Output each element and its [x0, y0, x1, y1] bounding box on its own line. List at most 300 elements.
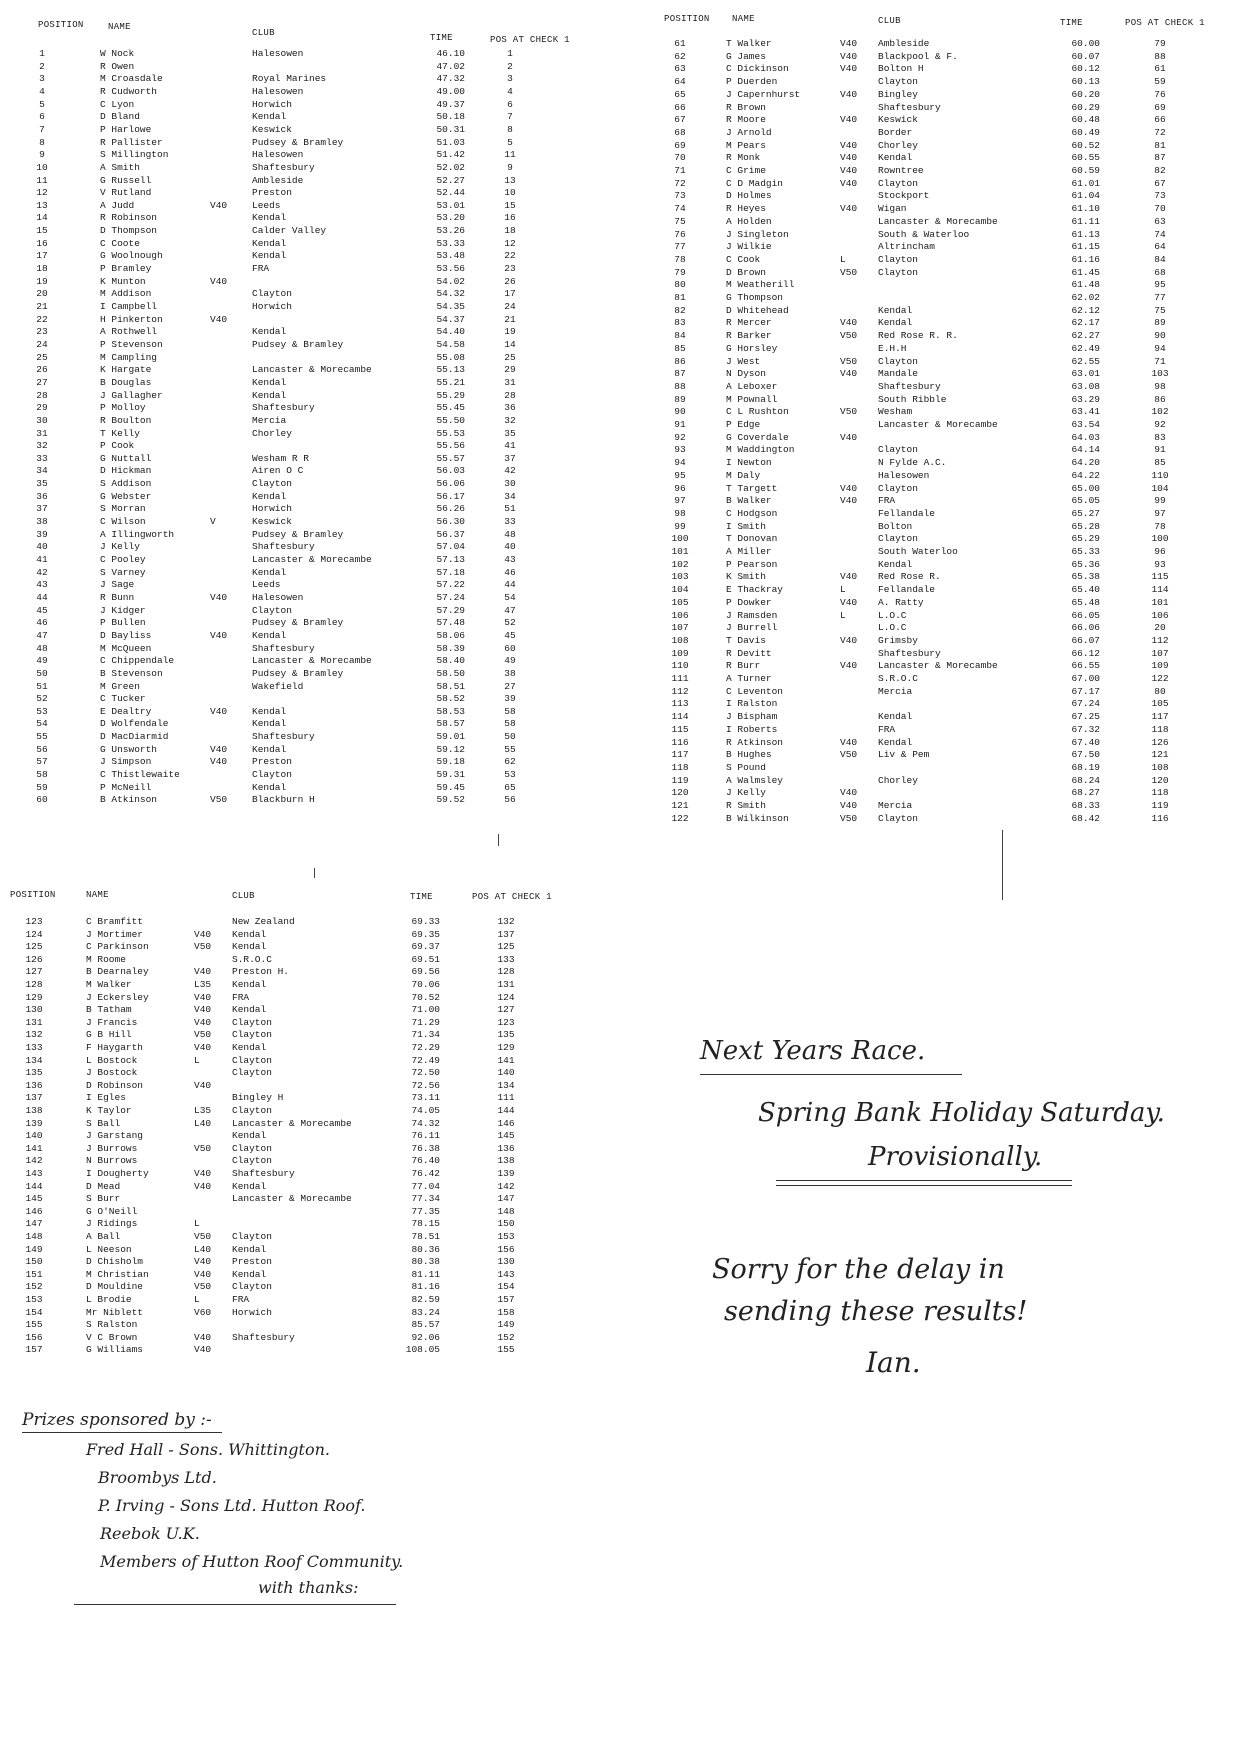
- table-row: [0, 175, 600, 187]
- category-cell: V40: [210, 705, 228, 717]
- table-row: [0, 617, 600, 629]
- header-time: TIME: [1060, 18, 1083, 28]
- check-position-cell: 74: [1154, 228, 1166, 240]
- position-cell: 40: [36, 541, 48, 553]
- check-position-cell: 17: [504, 288, 516, 300]
- position-cell: 104: [671, 584, 689, 596]
- club-cell: Lancaster & Morecambe: [878, 215, 998, 227]
- check-position-cell: 135: [497, 1029, 515, 1041]
- check-position-cell: 154: [497, 1281, 515, 1293]
- time-cell: 80.38: [411, 1256, 440, 1268]
- club-cell: Kendal: [232, 1004, 267, 1016]
- name-cell: A Leboxer: [726, 380, 778, 392]
- club-cell: Bingley H: [232, 1092, 284, 1104]
- club-cell: Lancaster & Morecambe: [252, 554, 372, 565]
- name-cell: J Ramsden: [726, 609, 778, 621]
- name-cell: M Roome: [86, 953, 126, 965]
- table-row: [660, 127, 1220, 139]
- check-position-cell: 1: [507, 48, 513, 59]
- check-position-cell: 58: [504, 718, 516, 730]
- results-block-2: [660, 0, 1220, 840]
- position-cell: 156: [25, 1331, 43, 1343]
- name-cell: V C Brown: [86, 1331, 138, 1343]
- name-cell: S Pound: [726, 761, 766, 773]
- time-cell: 64.20: [1071, 457, 1100, 469]
- club-cell: FRA: [252, 263, 270, 275]
- time-cell: 77.35: [411, 1205, 440, 1217]
- position-cell: 152: [25, 1281, 43, 1293]
- check-position-cell: 120: [1151, 774, 1169, 786]
- table-row: [0, 992, 600, 1004]
- time-cell: 70.06: [411, 979, 440, 990]
- club-cell: Altrincham: [878, 241, 936, 253]
- name-cell: D Wolfendale: [100, 718, 169, 730]
- time-cell: 62.02: [1071, 292, 1100, 303]
- check-position-cell: 51: [504, 503, 516, 515]
- name-cell: I Newton: [726, 457, 772, 469]
- check-position-cell: 86: [1154, 393, 1166, 405]
- name-cell: C D Madgin: [726, 177, 784, 189]
- table-row: [0, 314, 600, 326]
- check-position-cell: 102: [1151, 406, 1169, 418]
- header-name: NAME: [732, 14, 755, 24]
- check-position-cell: 34: [504, 490, 516, 502]
- check-position-cell: 91: [1154, 444, 1166, 456]
- table-row: [0, 415, 600, 427]
- category-cell: V40: [194, 991, 212, 1003]
- club-cell: Preston: [232, 1256, 272, 1268]
- header-position: POSITION: [10, 890, 56, 900]
- check-position-cell: 122: [1151, 673, 1169, 684]
- time-cell: 69.37: [411, 941, 440, 953]
- position-cell: 61: [674, 38, 686, 49]
- time-cell: 54.32: [436, 288, 465, 300]
- name-cell: P Bullen: [100, 617, 146, 629]
- check-position-cell: 20: [1154, 622, 1166, 634]
- club-cell: Halesowen: [252, 591, 304, 603]
- club-cell: L.O.C: [878, 609, 907, 621]
- club-cell: Ambleside: [878, 38, 930, 49]
- name-cell: D Hickman: [100, 465, 152, 477]
- club-cell: Clayton: [232, 1231, 272, 1242]
- check-position-cell: 48: [504, 528, 516, 540]
- club-cell: Kendal: [232, 1042, 267, 1053]
- club-cell: Shaftesbury: [232, 1331, 295, 1343]
- name-cell: M Pownall: [726, 393, 778, 405]
- table-row: [0, 187, 600, 199]
- club-cell: Leeds: [252, 579, 281, 591]
- time-cell: 65.05: [1071, 495, 1100, 507]
- time-cell: 72.50: [411, 1067, 440, 1079]
- category-cell: V40: [840, 495, 858, 507]
- table-row: [0, 954, 600, 966]
- name-cell: C Chippendale: [100, 655, 175, 667]
- table-row: [660, 521, 1220, 533]
- club-cell: Royal Marines: [252, 73, 327, 85]
- time-cell: 70.52: [411, 991, 440, 1003]
- check-position-cell: 147: [497, 1193, 515, 1205]
- header-name: NAME: [108, 22, 131, 32]
- time-cell: 54.37: [436, 313, 465, 325]
- check-position-cell: 97: [1154, 507, 1166, 519]
- club-cell: Wesham R R: [252, 452, 310, 464]
- position-cell: 127: [25, 966, 43, 978]
- position-cell: 73: [674, 190, 686, 202]
- club-cell: L.O.C: [878, 622, 907, 634]
- check-position-cell: 43: [504, 554, 516, 565]
- table-row: [660, 330, 1220, 342]
- table-row: [0, 592, 600, 604]
- name-cell: R Monk: [726, 152, 761, 164]
- check-position-cell: 96: [1154, 546, 1166, 557]
- prize-line-5: Members of Hutton Roof Community.: [100, 1552, 404, 1571]
- table-row: [0, 1130, 600, 1142]
- club-cell: Clayton: [252, 288, 292, 300]
- category-cell: V40: [194, 1256, 212, 1268]
- club-cell: Blackpool & F.: [878, 50, 958, 62]
- table-row: [0, 681, 600, 693]
- time-cell: 58.50: [436, 667, 465, 679]
- table-row: [0, 377, 600, 389]
- check-position-cell: 134: [497, 1079, 515, 1091]
- club-cell: Mercia: [878, 685, 913, 697]
- name-cell: S Morran: [100, 503, 146, 515]
- position-cell: 136: [25, 1079, 43, 1091]
- table-row: [660, 89, 1220, 101]
- table-row: [660, 140, 1220, 152]
- time-cell: 78.51: [411, 1231, 440, 1242]
- time-cell: 66.07: [1071, 634, 1100, 646]
- position-cell: 146: [25, 1205, 43, 1217]
- table-row: [660, 356, 1220, 368]
- position-cell: 89: [674, 393, 686, 405]
- position-cell: 93: [674, 444, 686, 456]
- name-cell: P Molloy: [100, 402, 146, 414]
- position-cell: 133: [25, 1042, 43, 1053]
- position-cell: 49: [36, 655, 48, 667]
- name-cell: D Mouldine: [86, 1281, 144, 1293]
- time-cell: 52.44: [436, 187, 465, 199]
- club-cell: Pudsey & Bramley: [252, 338, 344, 350]
- check-position-cell: 95: [1154, 279, 1166, 291]
- category-cell: V40: [194, 1268, 212, 1280]
- name-cell: K Hargate: [100, 364, 152, 376]
- name-cell: K Munton: [100, 275, 146, 287]
- table-row: [0, 941, 600, 953]
- position-cell: 47: [36, 629, 48, 641]
- category-cell: V40: [840, 660, 858, 672]
- table-row: [660, 698, 1220, 710]
- position-cell: 81: [674, 292, 686, 303]
- name-cell: M Weatherill: [726, 279, 795, 291]
- position-cell: 88: [674, 380, 686, 392]
- club-cell: Pudsey & Bramley: [252, 528, 344, 540]
- time-cell: 54.58: [436, 338, 465, 350]
- position-cell: 26: [36, 364, 48, 376]
- prize-line-6: with thanks:: [258, 1578, 359, 1597]
- table-row: [660, 470, 1220, 482]
- club-cell: Bolton: [878, 520, 913, 532]
- name-cell: M Waddington: [726, 444, 795, 456]
- category-cell: V40: [840, 152, 858, 164]
- club-cell: Chorley: [878, 774, 918, 786]
- name-cell: P Harlowe: [100, 123, 152, 135]
- check-position-cell: 129: [497, 1042, 515, 1053]
- check-position-cell: 9: [507, 161, 513, 173]
- name-cell: B Tatham: [86, 1004, 132, 1016]
- name-cell: E Thackray: [726, 584, 784, 596]
- check-position-cell: 24: [504, 301, 516, 312]
- check-position-cell: 30: [504, 478, 516, 490]
- club-cell: Clayton: [232, 1054, 272, 1066]
- table-row: [0, 516, 600, 528]
- table-row: [0, 794, 600, 806]
- time-cell: 77.34: [411, 1193, 440, 1205]
- table-row: [0, 73, 600, 85]
- table-row: [660, 762, 1220, 774]
- check-position-cell: 31: [504, 376, 516, 388]
- position-cell: 147: [25, 1218, 43, 1230]
- check-position-cell: 29: [504, 364, 516, 376]
- prize-line-2: Broombys Ltd.: [98, 1468, 217, 1487]
- name-cell: M Campling: [100, 351, 158, 363]
- check-position-cell: 130: [497, 1256, 515, 1268]
- check-position-cell: 128: [497, 966, 515, 978]
- position-cell: 80: [674, 279, 686, 291]
- position-cell: 23: [36, 326, 48, 338]
- position-cell: 2: [39, 60, 45, 72]
- check-position-cell: 99: [1154, 495, 1166, 507]
- table-row: [660, 51, 1220, 63]
- club-cell: Kendal: [252, 781, 287, 793]
- check-position-cell: 104: [1151, 482, 1169, 494]
- club-cell: Kendal: [232, 1268, 267, 1280]
- name-cell: A Ball: [86, 1231, 121, 1242]
- time-cell: 73.11: [411, 1092, 440, 1104]
- check-position-cell: 55: [504, 743, 516, 755]
- time-cell: 65.36: [1071, 558, 1100, 570]
- check-position-cell: 109: [1151, 660, 1169, 672]
- position-cell: 82: [674, 304, 686, 316]
- club-cell: Fellandale: [878, 584, 936, 596]
- check-position-cell: 125: [497, 941, 515, 953]
- time-cell: 61.10: [1071, 203, 1100, 215]
- club-cell: Wesham: [878, 406, 913, 418]
- check-position-cell: 39: [504, 693, 516, 705]
- category-cell: V40: [840, 165, 858, 176]
- position-cell: 103: [671, 571, 689, 583]
- table-row: [0, 1017, 600, 1029]
- position-cell: 118: [671, 761, 689, 773]
- check-position-cell: 81: [1154, 139, 1166, 151]
- check-position-cell: 54: [504, 591, 516, 603]
- time-cell: 54.02: [436, 275, 465, 287]
- check-position-cell: 89: [1154, 317, 1166, 329]
- table-row: [0, 288, 600, 300]
- category-cell: V50: [194, 1142, 212, 1154]
- position-cell: 39: [36, 528, 48, 540]
- position-cell: 102: [671, 558, 689, 570]
- club-cell: Red Rose R. R.: [878, 330, 958, 342]
- club-cell: Kendal: [878, 152, 913, 164]
- category-cell: V40: [194, 1344, 212, 1356]
- time-cell: 57.29: [436, 604, 465, 616]
- check-position-cell: 118: [1151, 787, 1169, 799]
- club-cell: Clayton: [232, 1281, 272, 1293]
- position-cell: 94: [674, 457, 686, 469]
- club-cell: A. Ratty: [878, 596, 924, 608]
- club-cell: Leeds: [252, 199, 281, 211]
- check-position-cell: 121: [1151, 749, 1169, 761]
- check-position-cell: 26: [504, 275, 516, 287]
- category-cell: V40: [840, 63, 858, 75]
- name-cell: J Mortimer: [86, 928, 144, 940]
- time-cell: 49.37: [436, 98, 465, 110]
- name-cell: I Dougherty: [86, 1168, 149, 1179]
- check-position-cell: 45: [504, 629, 516, 641]
- table-row: [0, 1307, 600, 1319]
- table-row: [0, 731, 600, 743]
- name-cell: D Bland: [100, 111, 140, 123]
- position-cell: 110: [671, 660, 689, 672]
- category-cell: V40: [194, 1331, 212, 1343]
- club-cell: Preston H.: [232, 966, 290, 978]
- time-cell: 60.48: [1071, 114, 1100, 126]
- position-cell: 75: [674, 215, 686, 227]
- check-position-cell: 3: [507, 73, 513, 85]
- table-row: [0, 1155, 600, 1167]
- time-cell: 55.50: [436, 414, 465, 426]
- club-cell: Mercia: [878, 800, 913, 811]
- position-cell: 15: [36, 225, 48, 237]
- time-cell: 55.08: [436, 351, 465, 363]
- position-cell: 10: [36, 161, 48, 173]
- time-cell: 69.35: [411, 928, 440, 940]
- check-position-cell: 58: [504, 705, 516, 717]
- time-cell: 59.31: [436, 769, 465, 781]
- club-cell: Clayton: [232, 1105, 272, 1116]
- table-row: [0, 238, 600, 250]
- position-cell: 113: [671, 698, 689, 710]
- time-cell: 60.12: [1071, 63, 1100, 75]
- time-cell: 64.14: [1071, 444, 1100, 456]
- position-cell: 125: [25, 941, 43, 953]
- club-cell: Blackburn H: [252, 794, 315, 806]
- club-cell: N Fylde A.C.: [878, 457, 947, 469]
- table-row: [0, 782, 600, 794]
- club-cell: Rowntree: [878, 165, 924, 176]
- table-row: [0, 503, 600, 515]
- check-position-cell: 27: [504, 680, 516, 692]
- name-cell: H Pinkerton: [100, 313, 163, 325]
- position-cell: 3: [39, 73, 45, 85]
- club-cell: Pudsey & Bramley: [252, 617, 344, 629]
- table-row: [0, 301, 600, 313]
- time-cell: 55.53: [436, 427, 465, 439]
- position-cell: 33: [36, 452, 48, 464]
- category-cell: V40: [840, 50, 858, 62]
- time-cell: 71.34: [411, 1029, 440, 1041]
- time-cell: 71.00: [411, 1004, 440, 1016]
- check-position-cell: 77: [1154, 292, 1166, 303]
- check-position-cell: 126: [1151, 736, 1169, 748]
- time-cell: 62.17: [1071, 317, 1100, 329]
- check-position-cell: 84: [1154, 253, 1166, 265]
- check-position-cell: 65: [504, 781, 516, 793]
- club-cell: Horwich: [252, 301, 292, 312]
- name-cell: G James: [726, 50, 766, 62]
- table-row: [660, 114, 1220, 126]
- table-row: [0, 1344, 600, 1356]
- time-cell: 59.45: [436, 781, 465, 793]
- check-position-cell: 75: [1154, 304, 1166, 316]
- time-cell: 68.33: [1071, 800, 1100, 811]
- table-row: [660, 203, 1220, 215]
- name-cell: T Kelly: [100, 427, 140, 439]
- time-cell: 47.32: [436, 73, 465, 85]
- table-row: [660, 546, 1220, 558]
- position-cell: 58: [36, 769, 48, 781]
- name-cell: G Woolnough: [100, 250, 163, 262]
- category-cell: L: [840, 609, 846, 621]
- category-cell: V40: [840, 114, 858, 126]
- club-cell: Kendal: [232, 1243, 267, 1255]
- time-cell: 67.00: [1071, 673, 1100, 684]
- position-cell: 107: [671, 622, 689, 634]
- name-cell: D Mead: [86, 1180, 121, 1192]
- prize-line-4: Reebok U.K.: [100, 1524, 200, 1543]
- header-name: NAME: [86, 890, 109, 900]
- table-row: [660, 267, 1220, 279]
- position-cell: 63: [674, 63, 686, 75]
- position-cell: 153: [25, 1294, 43, 1305]
- table-row: [0, 440, 600, 452]
- check-position-cell: 13: [504, 174, 516, 186]
- table-row: [0, 212, 600, 224]
- position-cell: 126: [25, 953, 43, 965]
- club-cell: Shaftesbury: [252, 541, 315, 553]
- name-cell: M Green: [100, 680, 140, 692]
- position-cell: 84: [674, 330, 686, 342]
- position-cell: 120: [671, 787, 689, 799]
- time-cell: 50.31: [436, 123, 465, 135]
- check-position-cell: 88: [1154, 50, 1166, 62]
- prize-line-3: P. Irving - Sons Ltd. Hutton Roof.: [98, 1496, 366, 1515]
- club-cell: Clayton: [232, 1029, 272, 1041]
- table-row: [660, 381, 1220, 393]
- name-cell: J Bostock: [86, 1067, 138, 1079]
- name-cell: G Thompson: [726, 292, 784, 303]
- check-position-cell: 36: [504, 402, 516, 414]
- position-cell: 115: [671, 723, 689, 735]
- check-position-cell: 90: [1154, 330, 1166, 342]
- position-cell: 78: [674, 253, 686, 265]
- table-row: [0, 1042, 600, 1054]
- check-position-cell: 33: [504, 516, 516, 528]
- check-position-cell: 78: [1154, 520, 1166, 532]
- time-cell: 63.54: [1071, 419, 1100, 430]
- time-cell: 57.48: [436, 617, 465, 629]
- check-position-cell: 21: [504, 313, 516, 325]
- club-cell: Halesowen: [252, 149, 304, 161]
- check-position-cell: 35: [504, 427, 516, 439]
- time-cell: 63.08: [1071, 380, 1100, 392]
- check-position-cell: 106: [1151, 609, 1169, 621]
- club-cell: Clayton: [252, 604, 292, 616]
- check-position-cell: 119: [1151, 800, 1169, 811]
- prize-line-1: Fred Hall - Sons. Whittington.: [86, 1440, 330, 1459]
- club-cell: Clayton: [232, 1016, 272, 1028]
